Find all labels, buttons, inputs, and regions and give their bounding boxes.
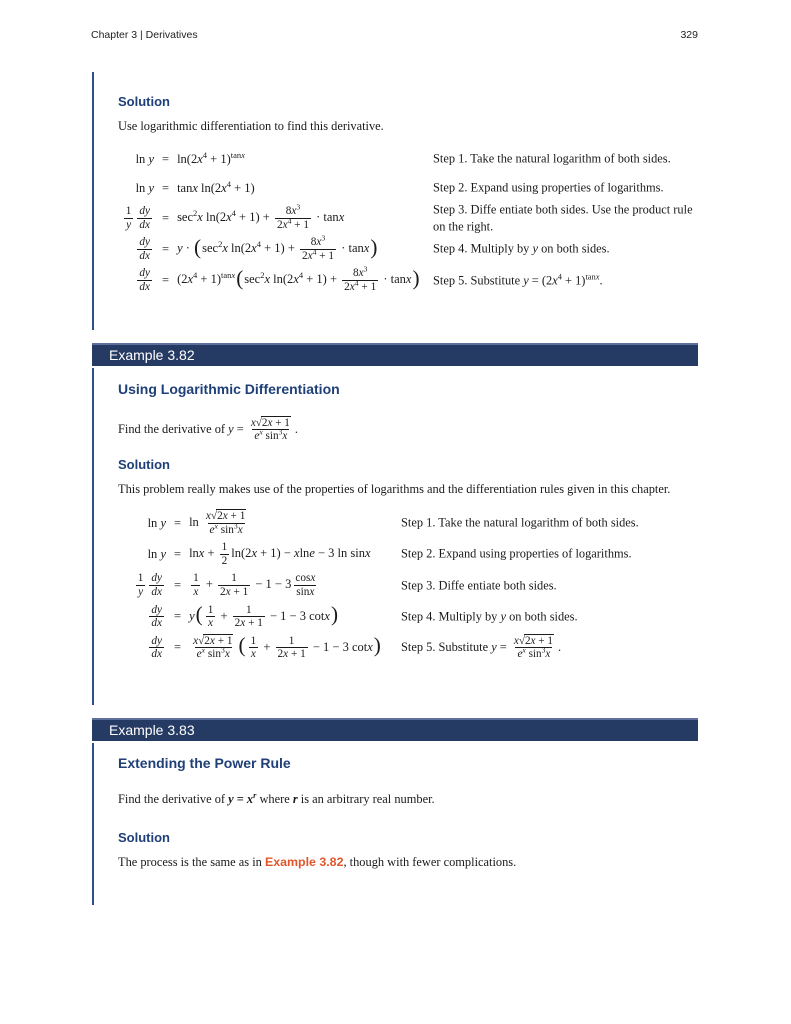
- math-variable: y: [532, 242, 538, 257]
- math-variable: dy: [139, 236, 150, 249]
- equation-rhs: y( $\frac{1}{x}$ + $\frac{1}{2x + 1}$ − 1 − 3 cotx): [189, 601, 339, 630]
- step-note: Step 3. Diffe entiate both sides.: [401, 578, 557, 593]
- math-variable: x: [310, 572, 316, 585]
- step-note: Step 2. Expand using properties of logarithms.: [433, 180, 664, 195]
- equation-rhs: $\ln(2x^4 + 1)^{tanx}$: [177, 149, 245, 166]
- fraction: [137, 205, 152, 231]
- math-variable: x: [283, 648, 289, 661]
- step-note: Step 2. Expand using properties of logarithms.: [401, 546, 632, 561]
- math-bold: =: [233, 792, 247, 806]
- math-variable: dy: [151, 634, 162, 647]
- math-variable: x: [513, 634, 519, 647]
- example-3-82-title: Using Logarithmic Differentiation: [118, 381, 340, 397]
- equation-row: [118, 601, 698, 630]
- math-variable: dx: [151, 586, 162, 599]
- math-variable: x: [222, 241, 228, 256]
- step-note: Step 5. Substitute $y = (2x^4 + 1)^{tanx}$.: [433, 271, 603, 288]
- fraction: [137, 267, 152, 293]
- math-variable: x: [198, 546, 205, 561]
- math-variable: x: [201, 645, 206, 655]
- math-variable: x: [530, 634, 536, 647]
- fraction: $\frac{x√2x + 1}{e^x \sin^3x}$: [205, 510, 246, 536]
- running-head: Chapter 3 | Derivatives: [91, 29, 198, 41]
- equation-row: [118, 572, 698, 598]
- math-variable: x: [251, 241, 257, 256]
- math-variable: x: [205, 510, 211, 523]
- math-variable: y: [126, 218, 132, 231]
- math-variable: x: [214, 520, 218, 530]
- math-variable: x: [552, 273, 558, 288]
- math-variable: x: [282, 430, 288, 443]
- math-variable: y: [500, 609, 506, 624]
- math-variable: x: [324, 608, 330, 623]
- equation-rhs: $y \cdot (\sec^2x$ $\ln(2x^4 + 1)$ + $\frac{8x^3}{2x^4 + 1}$ · tanx): [177, 233, 378, 262]
- math-variable: y: [160, 546, 166, 561]
- math-variable: x: [197, 151, 203, 166]
- problem-statement-3-82: Find the derivative of y = $\frac{x√2x + 1}{e^x \sin^3x}$ .: [118, 417, 298, 443]
- equation-rhs: $\frac{1}{x}$ + $\frac{1}{2x + 1}$ − 1 − 3 $\frac{\cos x}{\sin x}$: [193, 572, 316, 599]
- square-root: √2x + 1: [198, 634, 233, 647]
- solution-intro-3-82: This problem really makes use of the properties of logarithms and the differentiation rules given in this chapter.: [118, 481, 671, 496]
- math-variable: x: [221, 180, 227, 195]
- step-note: Step 4. Multiply by y on both sides.: [401, 609, 578, 624]
- superscript: tanx: [230, 149, 245, 160]
- equation-lhs: [118, 267, 154, 293]
- equation-row: [118, 541, 698, 567]
- equation-row: [118, 202, 698, 234]
- math-variable: x: [197, 210, 203, 225]
- equation-steps-table: [118, 147, 698, 294]
- equation-rhs: $(2x^4 + 1)^{tanx}(\sec^2x$ $\ln(2x^4 + 1)$ + $\frac{8x^3}{2x^4 + 1}$ · tanx): [177, 264, 420, 294]
- example-3-83-banner-label: Example 3.83: [109, 722, 195, 738]
- math-variable: x: [231, 270, 236, 281]
- square-root: √2x + 1: [255, 417, 290, 429]
- math-variable: x: [193, 634, 199, 647]
- superscript: 3: [278, 427, 283, 437]
- equals-sign: =: [162, 241, 170, 256]
- math-variable: x: [595, 271, 600, 282]
- step-note: Step 3. Diffe entiate both sides. Use the product rule on the right.: [433, 202, 693, 234]
- math-variable: x: [365, 546, 371, 561]
- superscript: 4: [256, 239, 261, 250]
- math-variable: x: [193, 586, 199, 599]
- fraction: $\frac{1}{2x + 1}$: [277, 634, 306, 661]
- math-variable: r: [292, 792, 298, 806]
- superscript: 3: [221, 645, 225, 655]
- superscript: [253, 790, 256, 800]
- superscript: [215, 521, 218, 530]
- square-root: √2x + 1: [518, 634, 553, 647]
- fraction: $\frac{8x^3}{2x^4 + 1}$: [344, 264, 377, 294]
- solution-heading: Solution: [118, 94, 170, 109]
- fraction: $\frac{\cos x}{\sin x}$: [295, 572, 316, 599]
- math-variable: dy: [151, 603, 162, 616]
- math-variable: dx: [151, 617, 162, 630]
- math-variable: dy: [139, 205, 150, 218]
- math-variable: r: [253, 789, 257, 800]
- fraction: [149, 604, 164, 630]
- superscript: 4: [557, 271, 562, 282]
- equals-sign: =: [162, 210, 170, 225]
- square-root: √2x + 1: [210, 510, 246, 523]
- solution-intro: Use logarithmic differentiation to find this derivative.: [118, 119, 384, 133]
- math-variable: x: [259, 427, 263, 437]
- superscript: 4: [193, 270, 198, 281]
- equals-sign: =: [174, 609, 182, 624]
- superscript: 4: [287, 215, 292, 225]
- math-variable: dx: [139, 249, 150, 262]
- math-variable: e: [254, 430, 260, 443]
- math-variable: x: [363, 241, 370, 256]
- math-variable: dx: [139, 218, 150, 231]
- equation-lhs: ln y: [147, 546, 166, 561]
- math-variable: dy: [139, 267, 150, 280]
- math-variable: x: [264, 272, 271, 287]
- solution-closing-3-83: The process is the same as in Example 3.82, though with fewer complications.: [118, 855, 517, 870]
- math-variable: x: [293, 272, 299, 287]
- equals-sign: =: [162, 180, 170, 195]
- equation-rhs: tanx $\ln(2x^4 + 1)$: [177, 178, 255, 195]
- page-header: [91, 29, 698, 41]
- math-variable: x: [294, 546, 300, 561]
- math-variable: e: [517, 648, 523, 661]
- superscript: 4: [354, 278, 359, 288]
- math-variable: x: [208, 617, 214, 630]
- math-variable: x: [237, 523, 243, 536]
- math-variable: x: [209, 634, 215, 647]
- fraction: $\frac{1}{2x + 1}$: [234, 603, 263, 630]
- equation-lhs: ln y: [135, 151, 154, 166]
- step-note: Step 1. Take the natural logarithm of both sides.: [401, 515, 639, 530]
- page-number: 329: [680, 29, 698, 41]
- superscript: tanx: [585, 271, 600, 282]
- equation-lhs: [118, 572, 166, 598]
- fraction: $\frac{x√2x + 1}{e^x \sin^3x}$: [193, 634, 233, 661]
- fraction: $\frac{8x^3}{2x^4 + 1}$: [276, 202, 309, 231]
- math-variable: x: [316, 236, 322, 249]
- equation-lhs: [118, 635, 166, 661]
- math-variable: x: [222, 510, 228, 523]
- fraction: $\frac{1}{x}$: [207, 603, 214, 630]
- math-variable: y: [177, 241, 183, 256]
- math-variable: y: [228, 792, 234, 806]
- superscript: [202, 646, 205, 655]
- math-variable: x: [225, 586, 231, 599]
- superscript: 4: [298, 270, 304, 281]
- equation-row: [118, 147, 698, 171]
- fraction: $\frac{1}{y}$: [125, 205, 132, 231]
- solution-heading-3-82: Solution: [118, 456, 170, 472]
- math-variable: x: [250, 417, 256, 429]
- equals-sign: =: [174, 578, 182, 593]
- math-variable: x: [250, 648, 256, 661]
- example-continuation-box: [92, 72, 698, 330]
- equation-rhs: lnx + $\frac{1}{2}$ ln(2x + 1) − xlne − 3 ln sinx: [189, 541, 371, 567]
- math-variable: e: [196, 648, 202, 661]
- math-variable: x: [192, 180, 198, 195]
- math-variable: x: [224, 648, 230, 661]
- equation-rhs: $\sec^2x$ $\ln(2x^4 + 1)$ + $\frac{8x^3}{2x^4 + 1}$ · tanx: [177, 202, 345, 231]
- superscript: 4: [312, 247, 317, 257]
- math-variable: x: [226, 210, 232, 225]
- math-variable: x: [246, 792, 254, 806]
- fraction: $\frac{1}{y}$: [137, 572, 144, 599]
- math-variable: x: [282, 218, 288, 231]
- math-variable: y: [138, 586, 144, 599]
- math-variable: dy: [151, 572, 162, 585]
- math-variable: y: [160, 515, 166, 530]
- math-variable: dx: [139, 281, 150, 294]
- fraction: $\frac{1}{x}$: [193, 572, 199, 599]
- math-variable: y: [189, 608, 195, 623]
- equals-sign: =: [162, 273, 170, 288]
- example-3-82-banner-label: Example 3.82: [109, 347, 195, 363]
- example-3-83-banner: [92, 718, 698, 741]
- math-variable: y: [148, 180, 154, 195]
- superscript: 3: [321, 233, 326, 243]
- equals-sign: =: [174, 515, 182, 530]
- equals-sign: =: [174, 546, 182, 561]
- example-3-82-box: [92, 368, 698, 705]
- equation-lhs: [118, 604, 166, 630]
- solution-heading-3-83: Solution: [118, 830, 170, 846]
- math-variable: x: [240, 617, 246, 630]
- math-variable: x: [522, 645, 526, 655]
- math-variable: x: [251, 546, 257, 561]
- math-variable: e: [309, 546, 315, 561]
- superscript: 2: [260, 270, 265, 281]
- math-variable: e: [209, 523, 215, 536]
- example-3-82-link[interactable]: Example 3.82: [264, 855, 344, 870]
- equation-steps-table-3-82: [118, 510, 698, 661]
- superscript: 3: [233, 520, 238, 530]
- superscript: 2: [193, 207, 198, 218]
- step-note: Step 5. Substitute y = $\frac{x√2x + 1}{e^x \sin^3x}$ .: [401, 634, 562, 661]
- equation-lhs: ln y: [135, 180, 154, 195]
- math-variable: y: [523, 273, 529, 288]
- math-variable: x: [309, 586, 315, 599]
- math-variable: x: [307, 249, 313, 262]
- example-3-82-banner: [92, 343, 698, 366]
- math-variable: x: [267, 417, 273, 429]
- math-variable: y: [228, 421, 234, 436]
- step-note: Step 1. Take the natural logarithm of both sides.: [433, 151, 671, 166]
- math-variable: x: [349, 281, 355, 294]
- superscript: 2: [218, 239, 223, 250]
- step-note: Step 4. Multiply by y on both sides.: [433, 242, 610, 257]
- superscript: 3: [296, 202, 301, 212]
- superscript: [522, 646, 525, 655]
- fraction: $\frac{1}{2x + 1}$: [220, 572, 249, 599]
- equation-row: [118, 510, 698, 536]
- math-variable: x: [367, 639, 373, 654]
- math-variable: dx: [151, 648, 162, 661]
- math-variable: x: [241, 149, 245, 160]
- superscript: 4: [226, 178, 231, 189]
- equation-rhs: $\frac{x√2x + 1}{e^x \sin^3x}$ ( $\frac{1}{x}$ + $\frac{1}{2x + 1}$ − 1 − 3 cotx): [193, 633, 381, 661]
- example-3-83-title: Extending the Power Rule: [118, 755, 291, 771]
- equation-lhs: ln y: [147, 515, 166, 530]
- fraction: $\frac{1}{2}$: [221, 541, 228, 567]
- math-variable: x: [545, 648, 551, 661]
- superscript: 3: [363, 264, 368, 274]
- superscript: 4: [231, 207, 236, 218]
- fraction: [149, 635, 164, 661]
- fraction: [149, 572, 164, 598]
- math-variable: x: [187, 272, 194, 287]
- math-variable: x: [405, 272, 412, 287]
- equation-row: [118, 635, 698, 661]
- math-variable: x: [338, 210, 345, 225]
- superscript: tanx: [221, 270, 236, 281]
- equals-sign: =: [162, 151, 170, 166]
- superscript: [259, 428, 262, 437]
- equals-sign: =: [174, 640, 182, 655]
- fraction: $\frac{8x^3}{2x^4 + 1}$: [302, 233, 335, 262]
- equation-rhs: ln $\frac{x√2x + 1}{e^x \sin^3x}$: [189, 510, 250, 536]
- fraction: [137, 236, 152, 262]
- fraction: $\frac{x√2x + 1}{e^x \sin^3x}$: [513, 634, 553, 661]
- math-variable: y: [491, 639, 497, 654]
- fraction: $\frac{1}{x}$: [250, 634, 257, 661]
- equation-row: [118, 233, 698, 262]
- equation-lhs: [118, 236, 154, 262]
- math-variable: x: [291, 205, 297, 218]
- superscript: 3: [541, 645, 546, 655]
- math-variable: y: [148, 151, 154, 166]
- equation-lhs: [118, 205, 154, 231]
- equation-row: [118, 176, 698, 200]
- equation-row: [118, 264, 698, 294]
- fraction: $\frac{x√2x + 1}{e^x \sin^3x}$: [250, 417, 290, 443]
- superscript: 4: [202, 149, 208, 160]
- math-variable: x: [358, 267, 364, 280]
- problem-statement-3-83: Find the derivative of $y = x^r$ where r is an arbitrary real number.: [118, 789, 435, 806]
- example-3-83-box: [92, 743, 698, 905]
